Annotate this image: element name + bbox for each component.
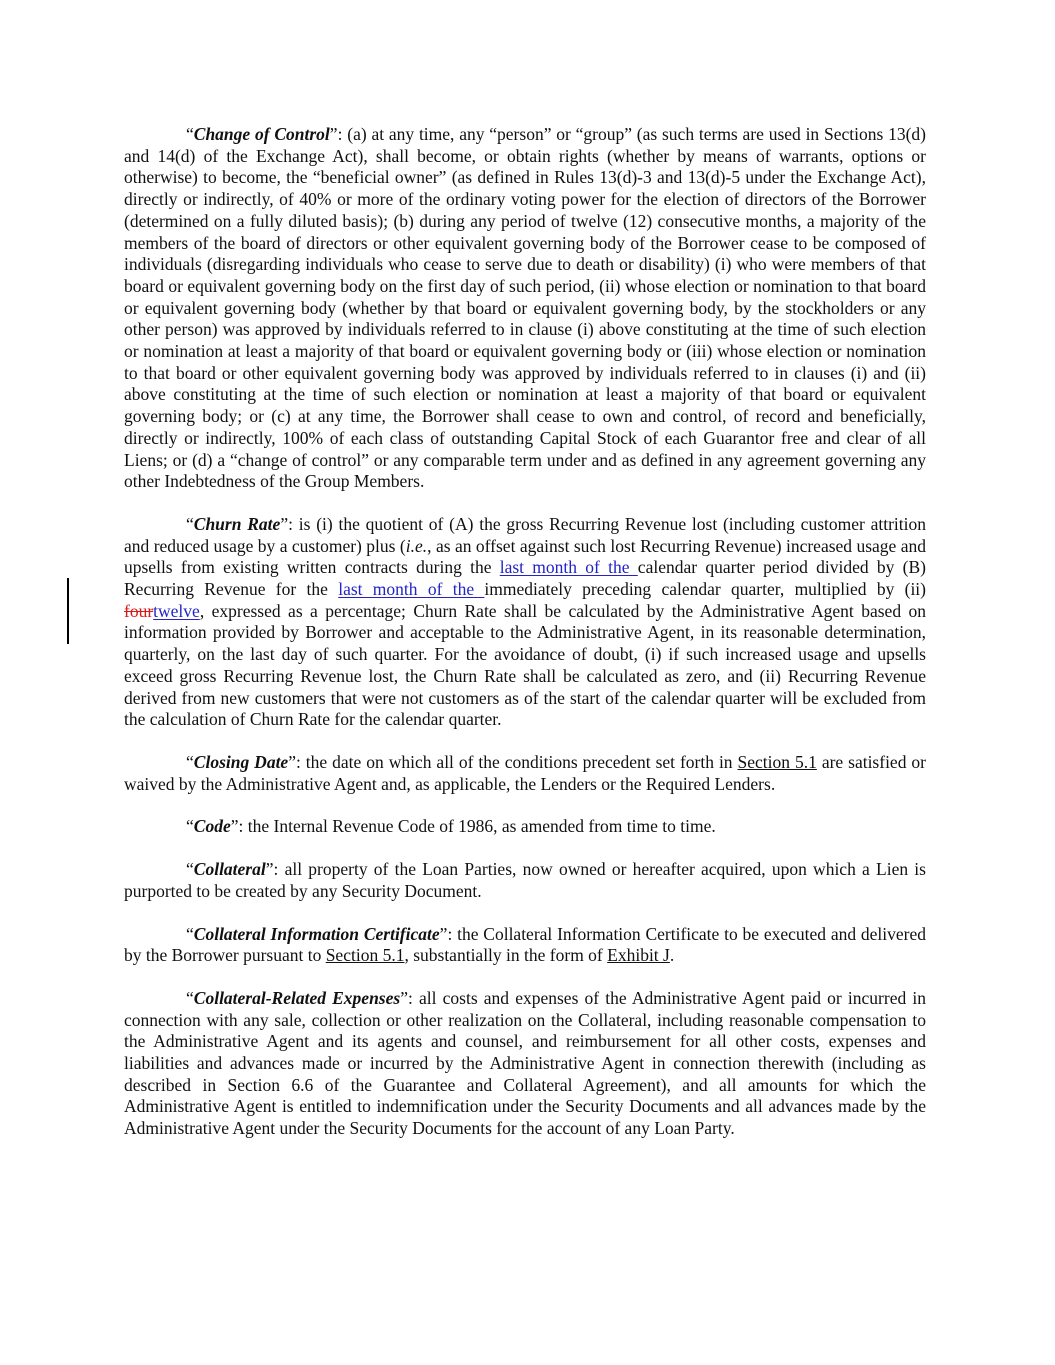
definition-text: , as an offset against such lost Recurring Revenue) increased usage and upsells from existing written contracts during the: [124, 535, 927, 578]
definition-text: : all property of the Loan Parties, now owned or hereafter acquired, upon which a Lien is purported to be created by any Security Document.: [124, 859, 926, 901]
tracked-insertion: last month of the: [338, 579, 485, 600]
italic-abbreviation: i.e.: [405, 535, 428, 556]
definition-text: : is (i) the quotient of (A) the gross Recurring Revenue lost (including customer attrition and reduced usage by a customer) plus (: [124, 513, 927, 556]
open-quote: “: [186, 816, 194, 837]
revision-change-bar: [67, 578, 69, 644]
open-quote: “: [186, 124, 194, 144]
definition-text: : (a) at any time, any “person” or “group” (as such terms are used in Sections 13(d) and 14(d) of the Exchange Act), shall become, or obtain rights (whether by means of warrants, options or otherwise) to become, the “beneficial owner” (as defined in Rules 13(d)-3 and 13(d)-5 under the Exchange Act), directly or indirectly, of 40% or more of the ordinary voting power for the election of directors of the Borrower (determined on a fully diluted basis); (b) during any period of twelve (12) consecutive months, a majority of the members of the board of directors or other equivalent governing body of the Borrower cease to be composed of individuals (disregarding individuals who cease to serve due to death or disability) (i) who were members of that board or equivalent governing body on the first day of such period, (ii) whose election or nomination to that board or equivalent governing body (whether by that board or equivalent governing body, by the stockholders or any other person) was approved by individuals referred to in clause (i) above constituting at the time of such election or nomination at least a majority of that board or equivalent governing body or (iii) whose election or nomination to that board or other equivalent governing body was approved by individuals referred to in clauses (i) and (ii) above constituting at the time of such election or nomination at least a majority of that board or equivalent governing body; or (c) at any time, the Borrower shall cease to own and control, of record and beneficially, directly or indirectly, 100% of each class of outstanding Capital Stock of each Guarantor free and clear of all Liens; or (d) a “change of control” or any comparable term under and as defined in any agreement governing any other Indebtedness of the Group Members.: [124, 124, 926, 492]
definition-text: immediately preceding calendar quarter, multiplied by (ii): [484, 579, 926, 600]
definition-change-of-control: [124, 124, 926, 493]
close-quote: ”: [329, 124, 338, 144]
definition-text: : the date on which all of the conditions precedent set forth in: [295, 751, 738, 772]
open-quote: “: [186, 923, 194, 944]
defined-term: Churn Rate: [193, 513, 281, 534]
definition-closing-date: [124, 752, 926, 795]
open-quote: “: [186, 987, 194, 1008]
defined-term: Code: [193, 816, 231, 837]
definition-text: , expressed as a percentage; Churn Rate shall be calculated by the Administrative Agent based on information provided by Borrower and acceptable to the Administrative Agent, in its reasonable determination, quarterly, on the last day of such quarter. For the avoidance of doubt, (i) if such increased usage and upsells exceed gross Recurring Revenue lost, the Churn Rate shall be calculated as zero, and (ii) Recurring Revenue derived from new customers that were not customers as of the start of the calendar quarter will be excluded from the calculation of Churn Rate for the calendar quarter.: [124, 600, 926, 730]
open-quote: “: [186, 513, 194, 534]
definition-text: calendar quarter period divided by (B) Recurring Revenue for the: [124, 557, 926, 600]
section-reference: Section 5.1: [737, 751, 817, 772]
definition-code: [124, 816, 926, 838]
close-quote: ”: [439, 923, 448, 944]
tracked-insertion: last month of the: [499, 557, 638, 578]
defined-term: Collateral-Related Expenses: [193, 987, 401, 1008]
document-page: [124, 124, 926, 1161]
definition-collateral-information-certificate: [124, 924, 926, 967]
tracked-insertion: twelve: [153, 600, 200, 621]
definition-text: .: [669, 945, 675, 966]
defined-term: Change of Control: [193, 124, 330, 144]
definition-text: , substantially in the form of: [404, 945, 608, 966]
definition-text: : the Collateral Information Certificate to be executed and delivered by the Borrower pursuant to: [124, 923, 927, 966]
section-reference: Section 5.1: [325, 945, 405, 966]
definition-text: are satisfied or waived by the Administrative Agent and, as applicable, the Lenders or the Required Lenders.: [124, 751, 926, 794]
close-quote: ”: [280, 513, 289, 534]
definition-collateral: [124, 859, 926, 902]
close-quote: ”: [265, 859, 274, 880]
definition-churn-rate: [124, 514, 926, 731]
definition-collateral-related-expenses: [124, 988, 926, 1140]
definition-text: : all costs and expenses of the Administrative Agent paid or incurred in connection with any sale, collection or other realization on the Collateral, including reasonable compensation to the Administrative Agent and its agents and counsel, and reimbursement for all other costs, expenses and liabilities and advances made or incurred by the Administrative Agent in connection therewith (including as described in Section 6.6 of the Guarantee and Collateral Agreement), and all amounts for which the Administrative Agent is entitled to indemnification under the Security Documents and all advances made by the Administrative Agent under the Security Documents for the account of any Loan Party.: [124, 987, 926, 1139]
close-quote: ”: [288, 751, 296, 772]
defined-term: Closing Date: [193, 751, 289, 772]
definition-text: : the Internal Revenue Code of 1986, as amended from time to time.: [238, 816, 716, 837]
close-quote: ”: [400, 987, 408, 1008]
defined-term: Collateral Information Certificate: [193, 923, 440, 944]
open-quote: “: [186, 859, 194, 880]
tracked-deletion: four: [124, 600, 154, 621]
open-quote: “: [186, 751, 194, 772]
defined-term: Collateral: [193, 859, 266, 880]
close-quote: ”: [230, 816, 239, 837]
exhibit-reference: Exhibit J: [607, 945, 670, 966]
